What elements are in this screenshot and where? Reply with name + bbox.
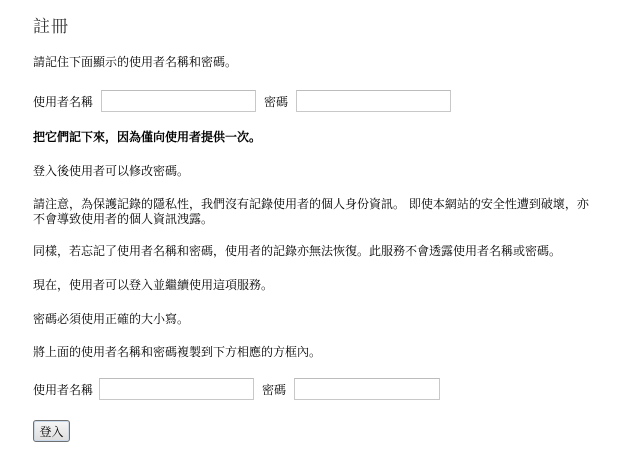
password-label: 密碼 [264,94,289,109]
password-input[interactable] [294,378,440,400]
privacy-text: 請注意，為保護記錄的隱私性，我們沒有記錄使用者的個人身份資訊。 即使本網站的安全性遭到破壞，亦不會導致使用者的個人資訊洩露。 [33,197,589,226]
password-display-field[interactable] [296,90,451,112]
case-sensitive-text: 密碼必須使用正確的大小寫。 [33,312,190,326]
intro-text: 請記住下面顯示的使用者名稱和密碼。 [33,55,238,69]
continue-text: 現在，使用者可以登入並繼續使用這項服務。 [33,278,274,292]
login-form-row [33,378,440,400]
copy-instructions-text: 將上面的使用者名稱和密碼複製到下方相應的方框內。 [33,345,322,359]
username-label: 使用者名稱 [33,94,94,109]
warning-text: 把它們記下來，因為僅向使用者提供一次。 [33,130,262,144]
username-input[interactable] [99,378,254,400]
username-label: 使用者名稱 [33,382,94,397]
forgot-credentials-text: 同樣，若忘記了使用者名稱和密碼，使用者的記錄亦無法恢復。此服務不會透露使用者名稱或密碼。 [33,244,562,258]
credentials-display-row [33,90,451,112]
login-button[interactable]: 登入 [33,420,70,442]
username-display-field[interactable] [101,90,256,112]
change-password-text: 登入後使用者可以修改密碼。 [33,164,190,178]
password-label: 密碼 [262,382,287,397]
page-title: 註冊 [33,17,69,37]
